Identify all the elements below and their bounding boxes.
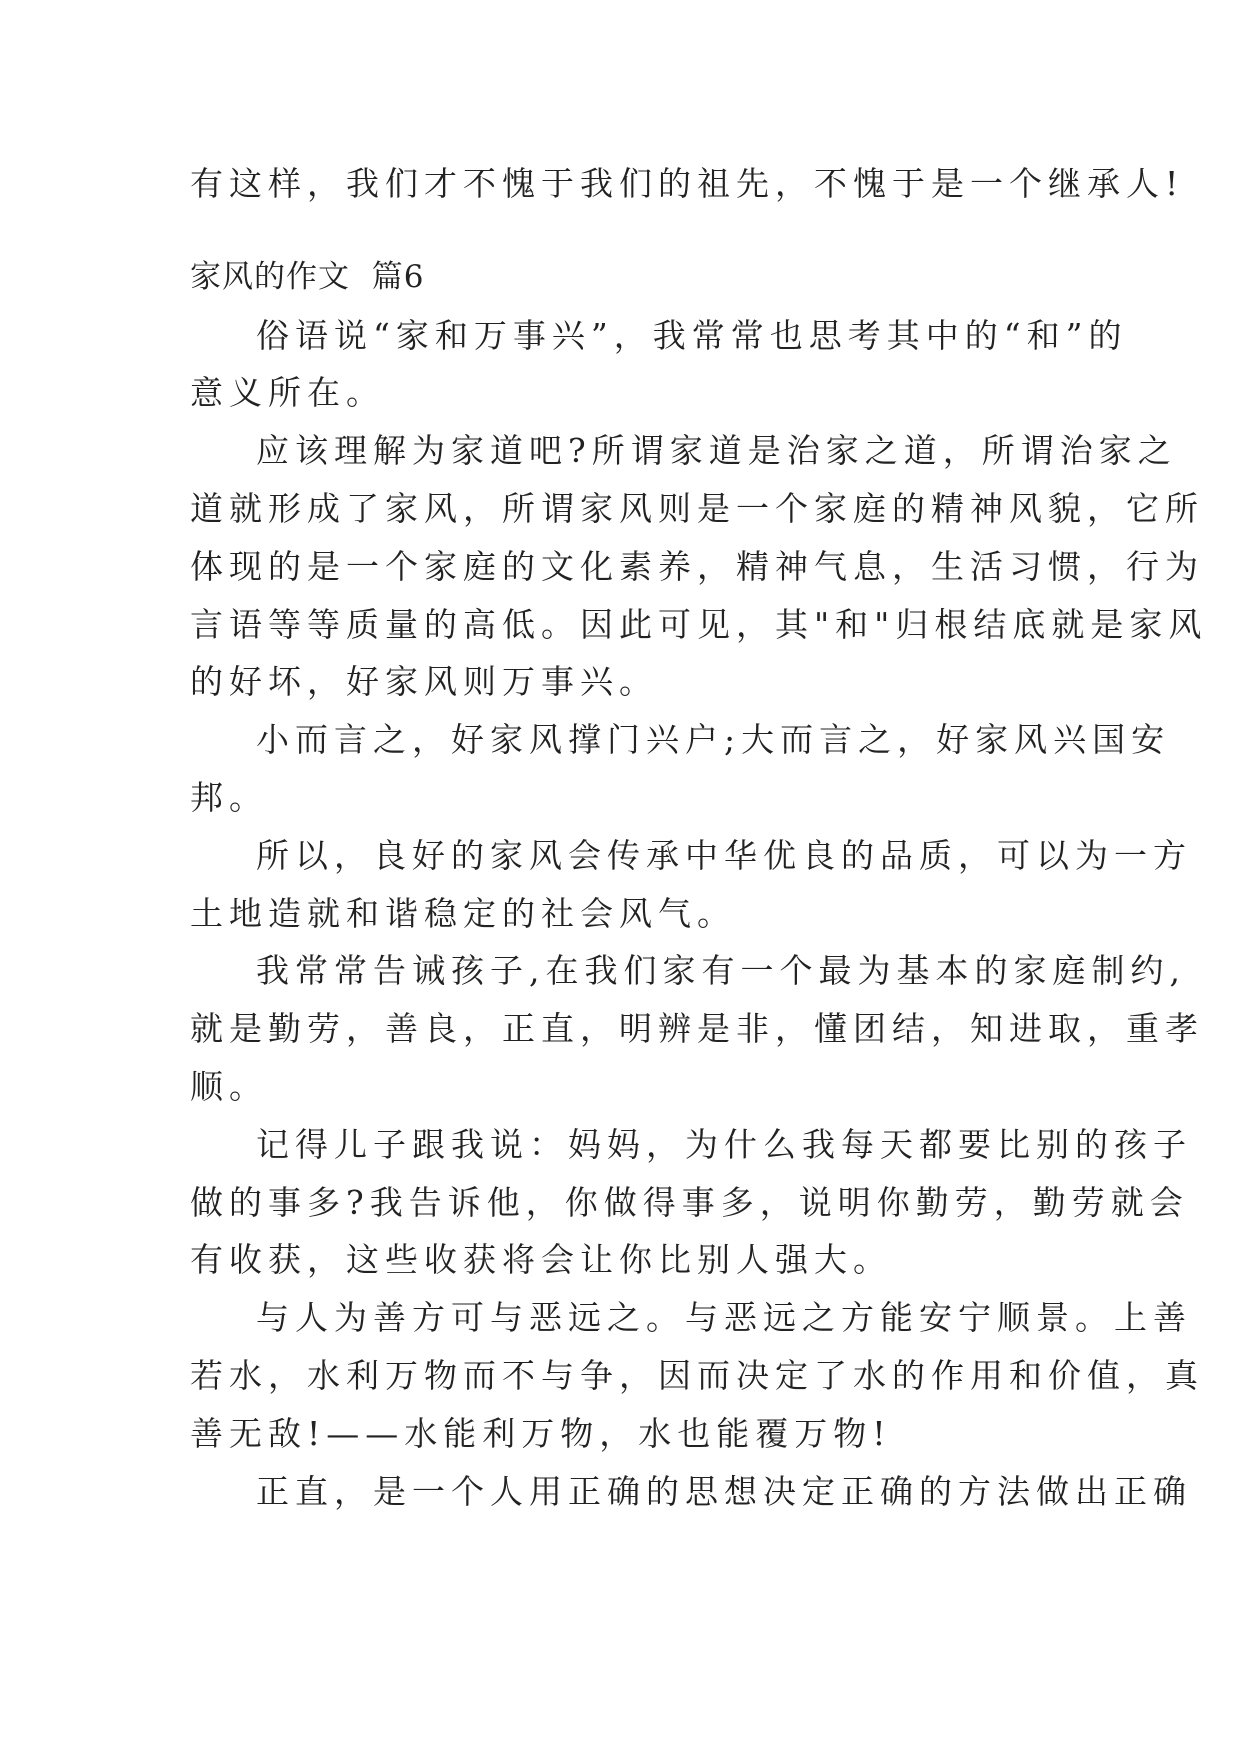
- body-text-line: 若水，水利万物而不与争，因而决定了水的作用和价值，真: [190, 1355, 1204, 1395]
- body-text-line: 有这样，我们才不愧于我们的祖先，不愧于是一个继承人!: [190, 164, 1185, 203]
- body-text-line: 的好坏，好家风则万事兴。: [190, 662, 658, 702]
- body-text-line: 邦。: [190, 777, 268, 817]
- paragraph-first-line: 俗语说“家和万事兴”，我常常也思考其中的“和”的: [256, 315, 1128, 355]
- paragraph-first-line: 所以，良好的家风会传承中华优良的品质，可以为一方: [256, 835, 1192, 875]
- paragraph-first-line: 我常常告诫孩子,在我们家有一个最为基本的家庭制约,: [256, 951, 1186, 991]
- paragraph-first-line: 正直，是一个人用正确的思想决定正确的方法做出正确: [256, 1471, 1192, 1511]
- paragraph-first-line: 应该理解为家道吧?所谓家道是治家之道，所谓治家之: [256, 431, 1177, 471]
- body-text-line: 土地造就和谐稳定的社会风气。: [190, 893, 736, 933]
- document-page: [190, 155, 1208, 1520]
- body-text-line: 有收获，这些收获将会让你比别人强大。: [190, 1240, 892, 1280]
- body-text-line: 就是勤劳，善良，正直，明辨是非，懂团结，知进取，重孝: [190, 1009, 1204, 1049]
- body-text-line: 道就形成了家风，所谓家风则是一个家庭的精神风貌，它所: [190, 488, 1204, 528]
- paragraph-first-line: 小而言之，好家风撑门兴户;大而言之，好家风兴国安: [256, 720, 1171, 760]
- body-text-line: 意义所在。: [190, 373, 385, 413]
- body-text-line: 顺。: [190, 1066, 268, 1106]
- body-text-line: 做的事多?我告诉他，你做得事多，说明你勤劳，勤劳就会: [190, 1182, 1189, 1222]
- paragraph-first-line: 记得儿子跟我说：妈妈，为什么我每天都要比别的孩子: [256, 1124, 1192, 1164]
- body-text-line: 言语等等质量的高低。因此可见，其"和"归根结底就是家风: [190, 604, 1208, 644]
- body-text-line: 善无敌!——水能利万物，水也能覆万物!: [190, 1413, 892, 1453]
- section-heading: 家风的作文 篇6: [190, 258, 425, 295]
- paragraph-first-line: 与人为善方可与恶远之。与恶远之方能安宁顺景。上善: [256, 1298, 1192, 1338]
- body-text-line: 体现的是一个家庭的文化素养，精神气息，生活习惯，行为: [190, 546, 1204, 586]
